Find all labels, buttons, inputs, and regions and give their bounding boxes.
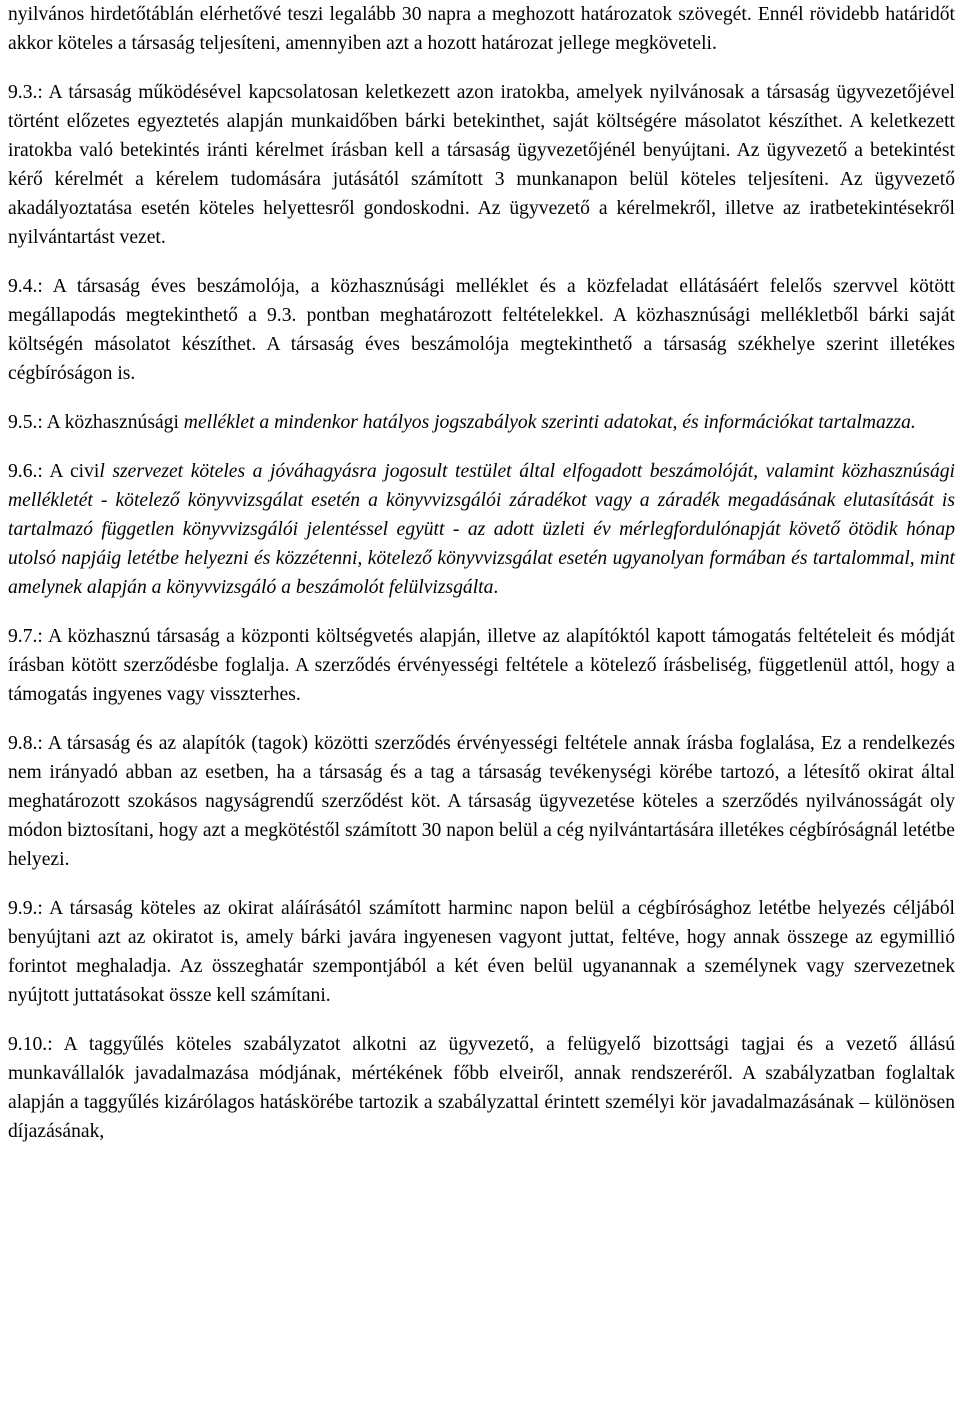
paragraph-text: A közhasznú társaság a központi költségvetés alapján, illetve az alapítóktól kapott támogatás feltételeit és módját írásban kötött szerződésbe foglalja. A szerződés érvényességi feltétele a kötelező írásbeliség, függetlenül attól, hogy a támogatás ingyenes vagy visszterhes.: [8, 626, 955, 705]
paragraph-text-italic: l szervezet köteles a jóváhagyásra jogosult testület által elfogadott beszámolóját, valamint közhasznúsági mellékletét - kötelező könyvvizsgálat esetén a könyvvizsgálói záradékot vagy a záradék megadásának elutasítását is tartalmazó független könyvvizsgálói jelentéssel együtt - az adott üzleti év mérlegfordulónapját követő ötödik hónap utolsó napjáig letétbe helyezni és közzétenni, kötelező könyvvizsgálat esetén ugyanolyan formában és tartalommal, mint amelynek alapján a könyvvizsgáló a beszámolót felülvizsgálta: [8, 461, 955, 598]
paragraph-9-9: [8, 894, 955, 1010]
paragraph-9-5: [8, 408, 955, 437]
section-number: 9.5.:: [8, 412, 43, 433]
paragraph-9-3: [8, 78, 955, 252]
document-page: [8, 0, 955, 1146]
paragraph-text: nyilvános hirdetőtáblán elérhetővé teszi legalább 30 napra a meghozott határozatok szövegét. Ennél rövidebb határidőt akkor köteles a társaság teljesíteni, amennyiben azt a hozott határozat jellege megköveteli.: [8, 4, 955, 54]
section-number: 9.10.:: [8, 1034, 53, 1055]
paragraph-text: A taggyűlés köteles szabályzatot alkotni az ügyvezető, a felügyelő bizottsági tagjai és a vezető állású munkavállalók javadalmazása módjának, mértékének főbb elveiről, annak rendszeréről. A szabályzatban foglaltak alapján a taggyűlés kizárólagos hatáskörébe tartozik a szabályzattal érintett személyi kör javadalmazásának – különösen díjazásának,: [8, 1034, 955, 1142]
paragraph-text: A közhasznúsági: [42, 412, 184, 433]
paragraph-9-4: [8, 272, 955, 388]
section-number: 9.4.:: [8, 276, 43, 297]
paragraph-9-10: [8, 1030, 955, 1146]
section-number: 9.6.:: [8, 461, 43, 482]
section-number: 9.7.:: [8, 626, 43, 647]
paragraph-9-8: [8, 729, 955, 874]
paragraph-9-6: [8, 457, 955, 602]
paragraph-text: A társaság és az alapítók (tagok) közötti szerződés érvényességi feltétele annak írásba foglalása, Ez a rendelkezés nem irányadó abban az esetben, ha a társaság és a tag a társaság tevékenységi körébe tartozó, a létesítő okirat által meghatározott szokásos nagyságrendű szerződést köt. A társaság ügyvezetése köteles a szerződés nyilvánosságát oly módon biztosítani, hogy azt a megkötéstől számított 30 napon belül a cég nyilvántartására illetékes cégbíróságnál letétbe helyezi.: [8, 733, 955, 870]
paragraph-text: A társaság működésével kapcsolatosan keletkezett azon iratokba, amelyek nyilvánosak a társaság ügyvezetőjével történt előzetes egyeztetés alapján munkaidőben bárki betekinthet, saját költségére másolatot készíthet. A keletkezett iratokba való betekintés iránti kérelmet írásban kell a társaság ügyvezetőjénél benyújtani. Az ügyvezető a betekintést kérő kérelmét a kérelem tudomására jutásától számított 3 munkanapon belül köteles teljesíteni. Az ügyvezető akadályoztatása esetén köteles helyettesről gondoskodni. Az ügyvezető a kérelmekről, illetve az iratbetekintésekről nyilvántartást vezet.: [8, 82, 955, 248]
paragraph-text: A társaság köteles az okirat aláírásától számított harminc napon belül a cégbírósághoz letétbe helyezés céljából benyújtani azt az okiratot is, amely bárki javára ingyenesen vagyont juttat, feltéve, hogy annak összege az egymillió forintot meghaladja. Az összeghatár szempontjából a két éven belül ugyanannak a személynek vagy szervezetnek nyújtott juttatásokat össze kell számítani.: [8, 898, 955, 1006]
paragraph-9-2-continuation: [8, 0, 955, 58]
paragraph-text-italic: melléklet a mindenkor hatályos jogszabályok szerinti adatokat, és információkat tartalmazza.: [183, 412, 916, 433]
paragraph-9-7: [8, 622, 955, 709]
paragraph-text: A társaság éves beszámolója, a közhasznúsági melléklet és a közfeladat ellátásáért felelős szervvel kötött megállapodás megtekinthető a 9.3. pontban meghatározott feltételekkel. A közhasznúsági mellékletből bárki saját költségén másolatot készíthet. A társaság éves beszámolója megtekinthető a társaság székhelye szerint illetékes cégbíróságon is.: [8, 276, 955, 384]
section-number: 9.3.:: [8, 82, 43, 103]
paragraph-text: .: [493, 577, 499, 598]
paragraph-text: A civi: [42, 461, 100, 482]
section-number: 9.9.:: [8, 898, 43, 919]
section-number: 9.8.:: [8, 733, 43, 754]
